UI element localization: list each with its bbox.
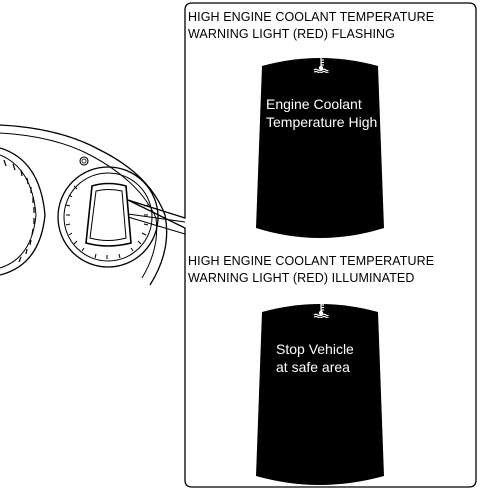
- right-gauge-outer: [58, 167, 158, 267]
- indicator-lamp: [80, 157, 88, 165]
- right-gauge-ring: [64, 173, 152, 261]
- message-illuminated-line1: Stop Vehicle: [276, 341, 354, 357]
- coolant-temperature-icon: [313, 57, 329, 73]
- left-gauge-outer: [0, 148, 45, 275]
- caption-illuminated-line1: HIGH ENGINE COOLANT TEMPERATURE: [188, 254, 435, 268]
- message-illuminated-line2: at safe area: [276, 359, 350, 375]
- caption-flashing-line2: WARNING LIGHT (RED) FLASHING: [188, 27, 395, 41]
- message-flashing-line1: Engine Coolant: [266, 96, 362, 112]
- caption-illuminated-line2: WARNING LIGHT (RED) ILLUMINATED: [188, 271, 415, 285]
- right-gauge-ticks: [66, 186, 148, 259]
- left-gauge-inner: [0, 155, 36, 268]
- coolant-temperature-icon: [313, 302, 329, 318]
- display-screen-flashing: [256, 58, 384, 238]
- message-flashing-line2: Temperature High: [266, 114, 378, 130]
- display-screen-illuminated: [256, 304, 384, 485]
- left-gauge-ticks: [4, 160, 34, 262]
- caption-flashing-line1: HIGH ENGINE COOLANT TEMPERATURE: [188, 10, 435, 24]
